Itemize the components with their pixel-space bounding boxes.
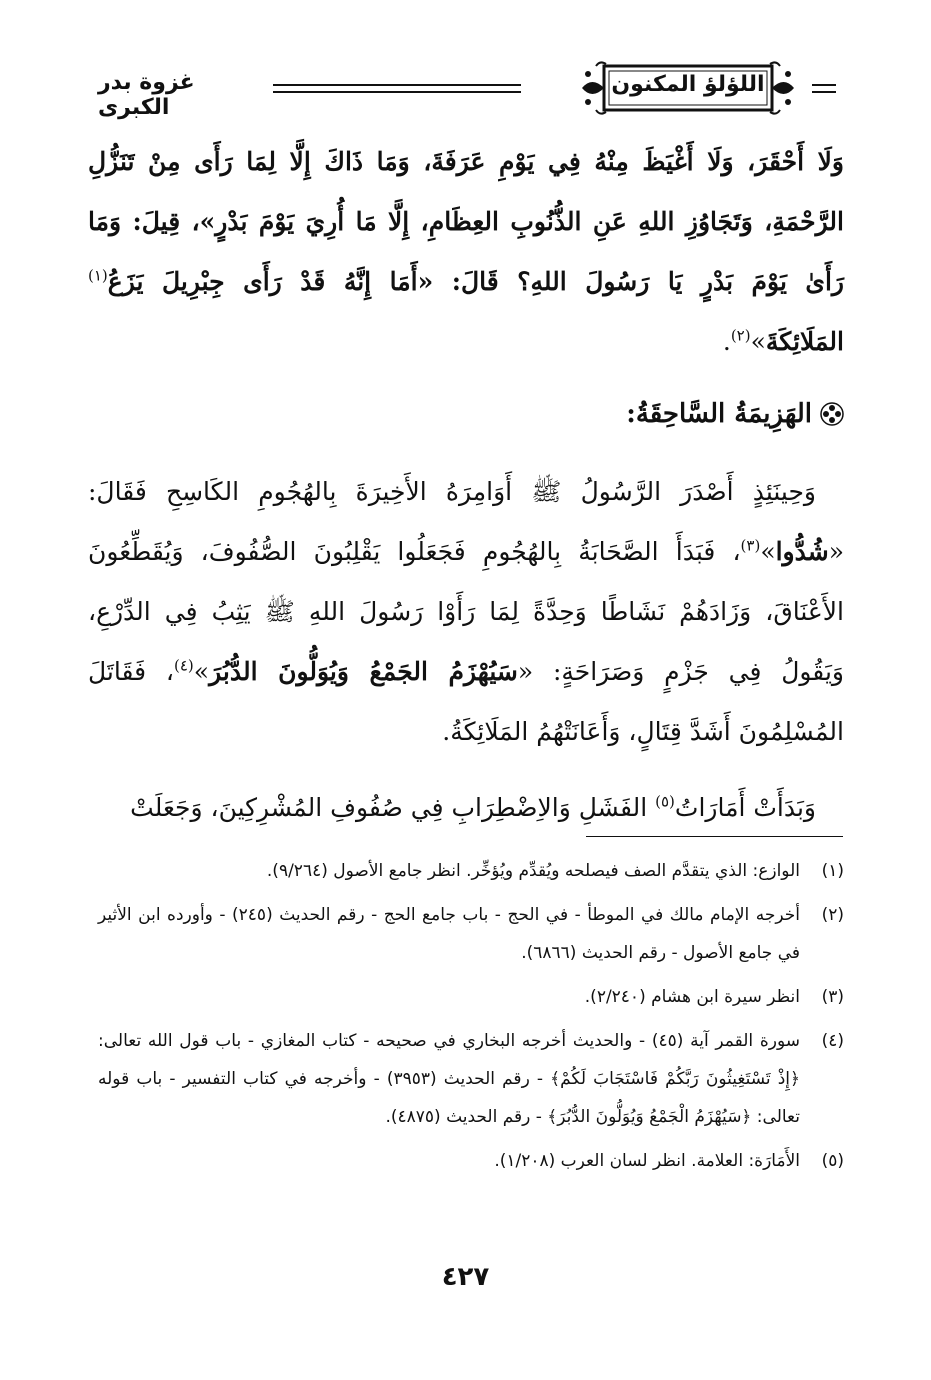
footnote-ref-3[interactable]: (٣) bbox=[740, 536, 761, 555]
p2-end: ، فَقَاتَلَ المُسْلِمُونَ أَشَدَّ قِتَالٍ، وَأَعَانَتْهُمُ المَلَائِكَةُ. bbox=[88, 657, 844, 746]
paragraph-3 bbox=[88, 778, 844, 838]
footnote-ref-2[interactable]: (٢) bbox=[730, 326, 751, 345]
p2-verse: سَيُهْزَمُ الجَمْعُ وَيُوَلُّونَ الدُّبُرَ bbox=[209, 657, 518, 686]
footnote-ref-5[interactable]: (٥) bbox=[655, 792, 675, 811]
footnote-text: سورة القمر آية (٤٥) - والحديث أخرجه البخاري في صحيحه - كتاب المغازي - باب قول الله تعالى: ﴿إِذْ تَسْتَغِيثُونَ رَبَّكُمْ فَاسْتَجَابَ لَكُمْ﴾ - رقم الحديث (٣٩٥٣) - وأخرجه في كتاب التفسير - باب قوله تعالى: ﴿سَيُهْزَمُ الْجَمْعُ وَيُوَلُّونَ الدُّبُرَ﴾ - رقم الحديث (٤٨٧٥). bbox=[98, 1031, 801, 1127]
footnote-1 bbox=[98, 852, 844, 890]
p3-lead: وَبَدَأَتْ أَمَارَاتُ bbox=[674, 793, 816, 822]
footnote-text: أخرجه الإمام مالك في الموطأ - في الحج - باب جامع الحج - رقم الحديث (٢٤٥) - وأورده ابن الأثير في جامع الأصول - رقم الحديث (٦٨٦٦). bbox=[98, 905, 801, 963]
footnotes bbox=[98, 852, 844, 1186]
p3-rest: الفَشَلِ وَالاِضْطِرَابِ فِي صُفُوفِ المُشْرِكِينَ، وَجَعَلَتْ bbox=[130, 793, 656, 822]
header-rule-right bbox=[812, 84, 836, 93]
footnote-text: الوازع: الذي يتقدَّم الصف فيصلحه ويُقدِّم ويُؤخِّر. انظر جامع الأصول (٩/٢٦٤). bbox=[266, 861, 800, 881]
footnote-4 bbox=[98, 1022, 844, 1136]
p2-close-quote-1: » bbox=[760, 537, 776, 566]
p1-lead: وَلَا أَحْقَرَ، وَلَا أَغْيَظَ مِنْهُ فِي يَوْمِ عَرَفَةَ، وَمَا ذَاكَ إِلَّا لِمَا رَأَى مِنْ تَنَزُّلِ الرَّحْمَةِ، وَتَجَاوُزِ اللهِ عَنِ الذُّنُوبِ العِظَامِ، إِلَّا مَا أُرِيَ يَوْمَ بَدْرٍ»، قِيلَ: وَمَا رَأَىٰ يَوْمَ بَدْرٍ يَا رَسُولَ اللهِ؟ قَالَ: « bbox=[88, 147, 844, 296]
footnote-number: (٥) bbox=[821, 1151, 844, 1171]
footnote-5 bbox=[98, 1142, 844, 1180]
footnote-2 bbox=[98, 896, 844, 972]
footnote-separator bbox=[586, 836, 843, 837]
subheading-text: الهَزِيمَةُ السَّاحِقَةُ: bbox=[626, 399, 812, 429]
footnote-number: (٤) bbox=[821, 1031, 844, 1051]
p1-period: . bbox=[722, 327, 731, 356]
footnote-ref-1[interactable]: (١) bbox=[88, 266, 108, 285]
header-rule-left bbox=[273, 84, 521, 93]
flower-ornament-icon bbox=[820, 402, 844, 426]
p1-hadith-end: المَلَائِكَةَ bbox=[765, 327, 844, 356]
footnote-number: (٢) bbox=[821, 905, 844, 925]
p2-middle: ، فَبَدَأَ الصَّحَابَةُ بِالهُجُومِ فَجَعَلُوا يَقْلِبُونَ الصُّفُوفَ، وَيُقَطِّعُونَ الأَعْنَاقَ، وَزَادَهُمْ نَشَاطًا وَحِدَّةً لِمَا رَأَوْا رَسُولَ اللهِ ﷺ يَثِبُ فِي الدِّرْعِ، وَيَقُولُ فِي جَزْمٍ وَصَرَاحَةٍ: « bbox=[88, 537, 844, 686]
page-number: ٤٢٧ bbox=[441, 1262, 490, 1292]
footnote-number: (٣) bbox=[821, 987, 844, 1007]
running-header bbox=[98, 56, 836, 120]
footnote-text: الأَمَارَة: العلامة. انظر لسان العرب (١/٢٠٨). bbox=[494, 1151, 800, 1171]
body-text bbox=[88, 132, 844, 838]
p2-lead: وَحِينَئِذٍ أَصْدَرَ الرَّسُولُ ﷺ أَوَامِرَهُ الأَخِيرَةَ بِالهُجُومِ الكَاسِحِ فَقَالَ: « bbox=[88, 477, 844, 566]
paragraph-2 bbox=[88, 462, 844, 762]
footnote-3 bbox=[98, 978, 844, 1016]
p2-close-quote-2: » bbox=[193, 657, 210, 686]
p1-hadith-quote: أَمَا إِنَّهُ قَدْ رَأَى جِبْرِيلَ يَزَعُ bbox=[107, 267, 418, 296]
paragraph-1 bbox=[88, 132, 844, 372]
subheading bbox=[88, 384, 844, 444]
p2-command: شُدُّوا bbox=[775, 537, 829, 566]
footnote-text: انظر سيرة ابن هشام (٢/٢٤٠). bbox=[584, 987, 800, 1007]
book-title-cartouche bbox=[578, 58, 798, 118]
section-title: غزوة بدر الكبرى bbox=[98, 70, 195, 120]
p1-close-quote: » bbox=[750, 327, 766, 356]
footnote-ref-4[interactable]: (٤) bbox=[174, 656, 194, 675]
book-title: اللؤلؤ المكنون bbox=[611, 72, 765, 97]
footnote-number: (١) bbox=[821, 861, 844, 881]
